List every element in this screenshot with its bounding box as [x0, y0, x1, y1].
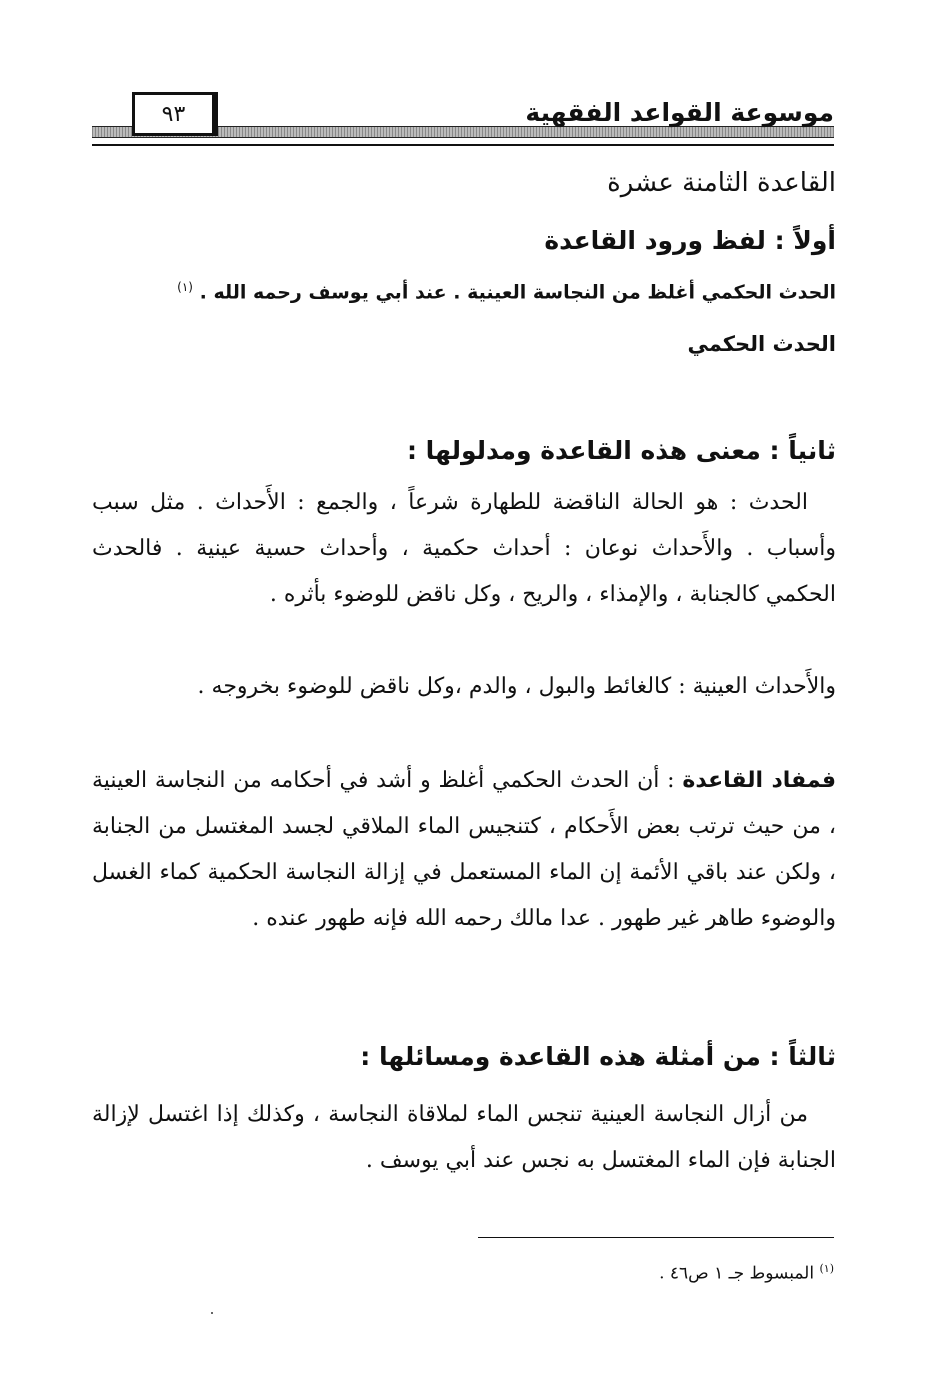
page-header	[92, 92, 834, 148]
rule-text-line	[92, 280, 836, 303]
section1-heading: أولاً : لفظ ورود القاعدة	[544, 226, 836, 255]
para-text: : أن الحدث الحكمي أغلظ و أشد في أحكامه من النجاسة العينية ، من حيث ترتب بعض الأَحكام ، كتنجيس الماء الملاقي لجسد المغتسل من الجنابة ، ولكن عند باقي الأئمة إن الماء المستعمل في إزالة النجاسة الحكمية كماء الغسل والوضوء طاهر غير طهور . عدا مالك رحمه الله فإنه طهور عنده .	[92, 768, 836, 931]
para-lead: فمفاد القاعدة	[682, 768, 836, 793]
section2-paragraph-2	[92, 664, 836, 710]
section3-heading: ثالثاً : من أمثلة هذه القاعدة ومسائلها :	[360, 1042, 836, 1071]
page-number-box	[132, 92, 218, 136]
section3-paragraph-1	[92, 1092, 836, 1184]
page-number: ٩٣	[161, 101, 186, 127]
para-text: من أزال النجاسة العينية تنجس الماء لملاقاة النجاسة ، وكذلك إذا اغتسل لإزالة الجنابة فإن الماء المغتسل به نجس عند أبي يوسف .	[92, 1102, 836, 1173]
rule-text: الحدث الحكمي أغلظ من النجاسة العينية . عند أبي يوسف رحمه الله .	[199, 281, 836, 304]
section2-paragraph-3	[92, 758, 836, 942]
footnote-ref: (١)	[177, 280, 193, 294]
footnote	[659, 1262, 834, 1284]
footnote-marker: (١)	[819, 1262, 834, 1275]
para-text: والأَحداث العينية : كالغائط والبول ، والدم ،وكل ناقض للوضوء بخروجه .	[197, 674, 836, 699]
scan-speck	[211, 1312, 213, 1314]
section2-paragraph-1	[92, 480, 836, 618]
header-rule	[92, 144, 834, 146]
para-text: الحدث : هو الحالة الناقضة للطهارة شرعاً ، والجمع : الأَحداث . مثل سبب وأسباب . والأَحداث نوعان : أحداث حكمية ، وأحداث حسية عينية . فالحدث الحكمي كالجنابة ، والإمذاء ، والريح ، وكل ناقض للوضوء بأثره .	[92, 490, 836, 607]
book-title: موسوعة القواعد الفقهية	[525, 98, 834, 127]
footnote-text: المبسوط جـ ١ ص٤٦ .	[659, 1263, 815, 1284]
rule-subheading: الحدث الحكمي	[687, 332, 836, 356]
section2-heading: ثانياً : معنى هذه القاعدة ومدلولها :	[406, 436, 836, 465]
rule-heading: القاعدة الثامنة عشرة	[607, 168, 836, 198]
footnote-separator	[478, 1237, 834, 1238]
